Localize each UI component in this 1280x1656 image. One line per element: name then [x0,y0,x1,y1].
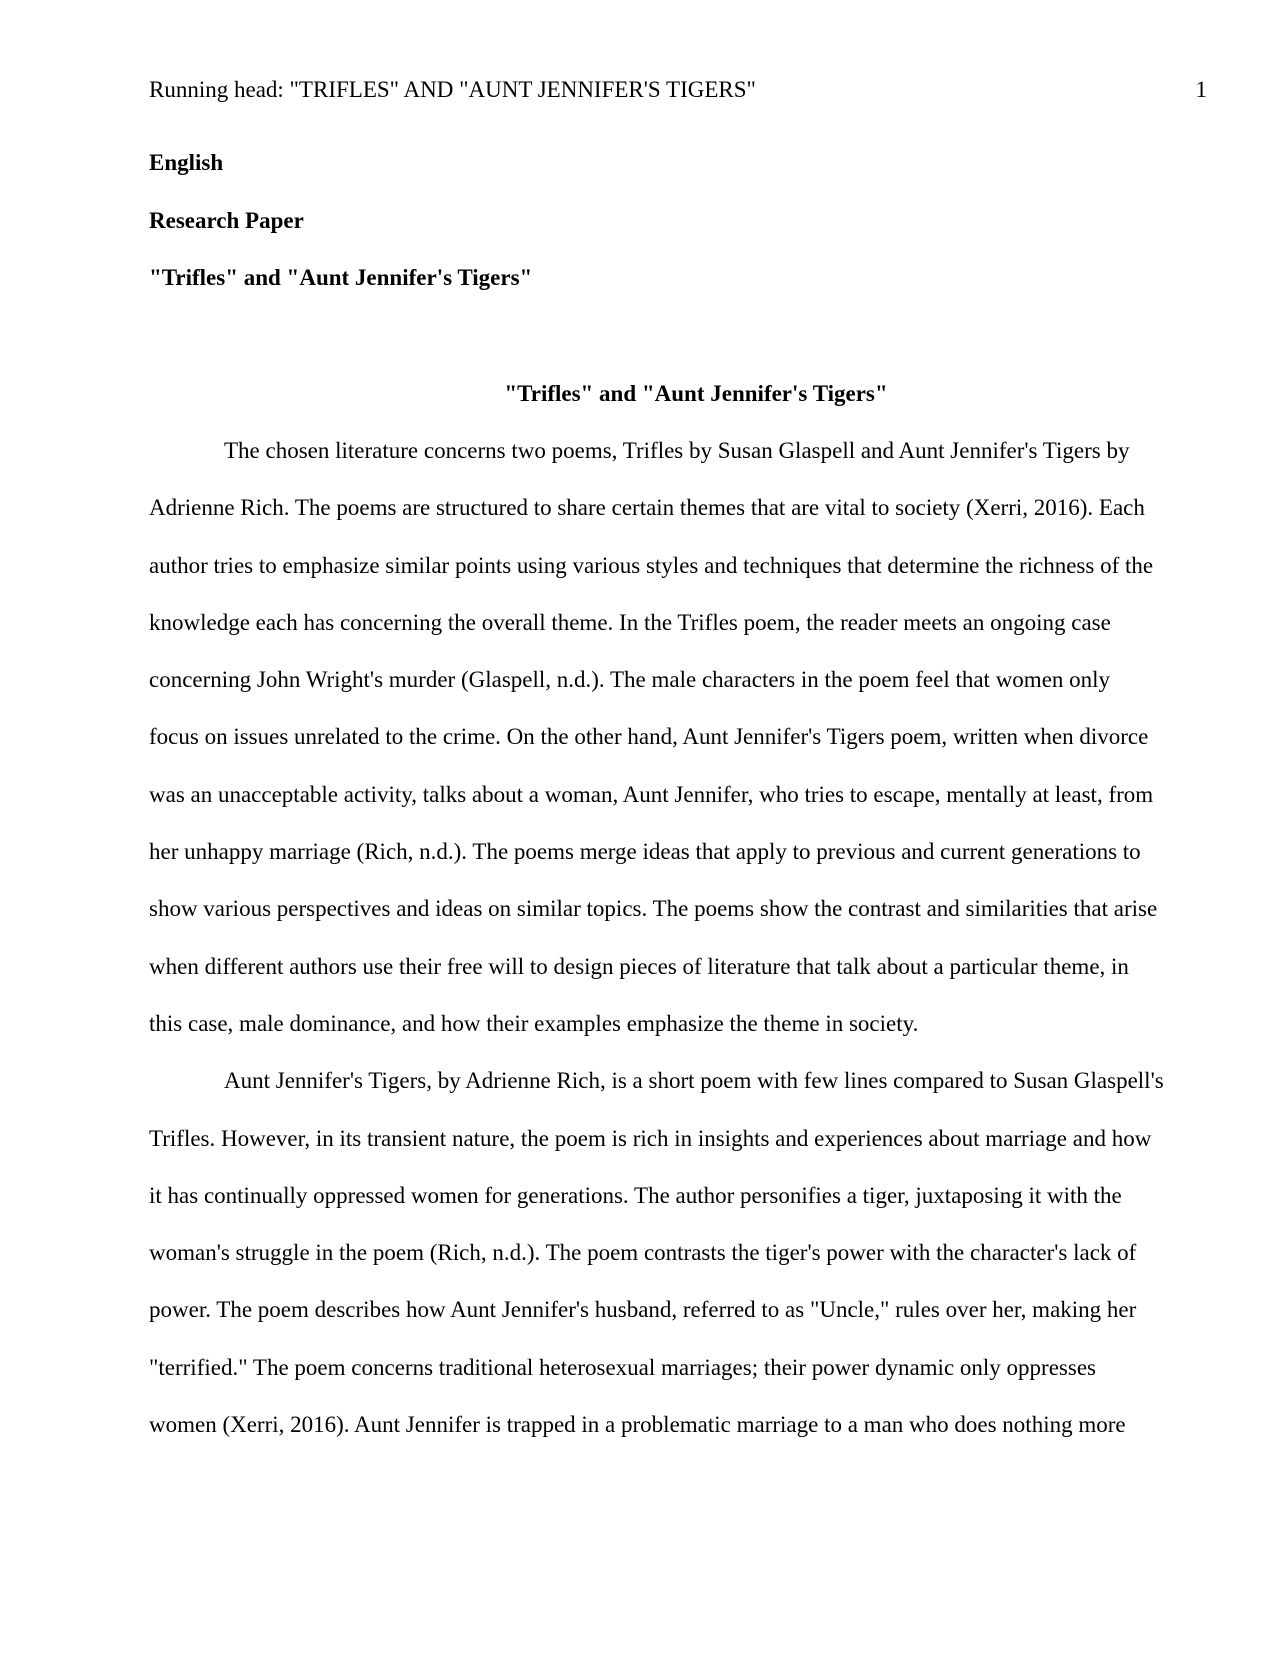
paragraph-1-line-1: The chosen literature concerns two poems, Trifles by Susan Glaspell and Aunt Jennifer's Tigers by [224,438,1130,463]
paragraph-1-line-9: show various perspectives and ideas on similar topics. The poems show the contrast and similarities that arise [149,896,1158,922]
paragraph-1-line-5: concerning John Wright's murder (Glaspell, n.d.). The male characters in the poem feel that women only [149,667,1111,693]
title-block [149,145,1149,318]
paragraph-1-line-11: this case, male dominance, and how their examples emphasize the theme in society. [149,1010,919,1036]
paragraph-2-line-6: "terrified." The poem concerns traditional heterosexual marriages; their power dynamic only oppresses [149,1354,1096,1380]
paragraph-1-line-4: knowledge each has concerning the overall theme. In the Trifles poem, the reader meets an ongoing case [149,609,1111,635]
running-head: Running head: "TRIFLES" AND "AUNT JENNIFER'S TIGERS" [149,77,756,102]
paragraph-2-line-4: woman's struggle in the poem (Rich, n.d.). The poem contrasts the tiger's power with the character's lack of [149,1240,1137,1266]
paragraph-1-line-2: Adrienne Rich. The poems are structured to share certain themes that are vital to society (Xerri, 2016). Each [149,495,1145,521]
page-number: 1 [1195,77,1207,102]
title-block-title: "Trifles" and "Aunt Jennifer's Tigers" [149,265,533,290]
paragraph-2-line-3: it has continually oppressed women for generations. The author personifies a tiger, juxtaposing it with the [149,1182,1122,1208]
paragraph-2-line-5: power. The poem describes how Aunt Jennifer's husband, referred to as "Uncle," rules over her, making her [149,1297,1137,1323]
course-name: English [149,150,224,175]
paragraph-1-line-10: when different authors use their free will to design pieces of literature that talk about a particular theme, in [149,953,1129,979]
paper-body [149,433,1243,1464]
paragraph-1-line-8: her unhappy marriage (Rich, n.d.). The poems merge ideas that apply to previous and current generations to [149,839,1141,865]
paper-title: "Trifles" and "Aunt Jennifer's Tigers" [504,381,888,406]
assignment-type: Research Paper [149,207,304,233]
paragraph-1-line-6: focus on issues unrelated to the crime. On the other hand, Aunt Jennifer's Tigers poem, written when divorce [149,724,1149,750]
page-header [149,72,1207,108]
paragraph-1-line-3: author tries to emphasize similar points using various styles and techniques that determine the richness of the [149,552,1154,578]
paragraph-2-line-1: Aunt Jennifer's Tigers, by Adrienne Rich, is a short poem with few lines compared to Susan Glaspell's [224,1068,1164,1094]
paragraph-2-line-2: Trifles. However, in its transient nature, the poem is rich in insights and experiences about marriage and how [149,1125,1152,1151]
paragraph-2-line-7: women (Xerri, 2016). Aunt Jennifer is trapped in a problematic marriage to a man who does nothing more [149,1412,1126,1438]
paragraph-1-line-7: was an unacceptable activity, talks about a woman, Aunt Jennifer, who tries to escape, mentally at least, from [149,781,1154,807]
